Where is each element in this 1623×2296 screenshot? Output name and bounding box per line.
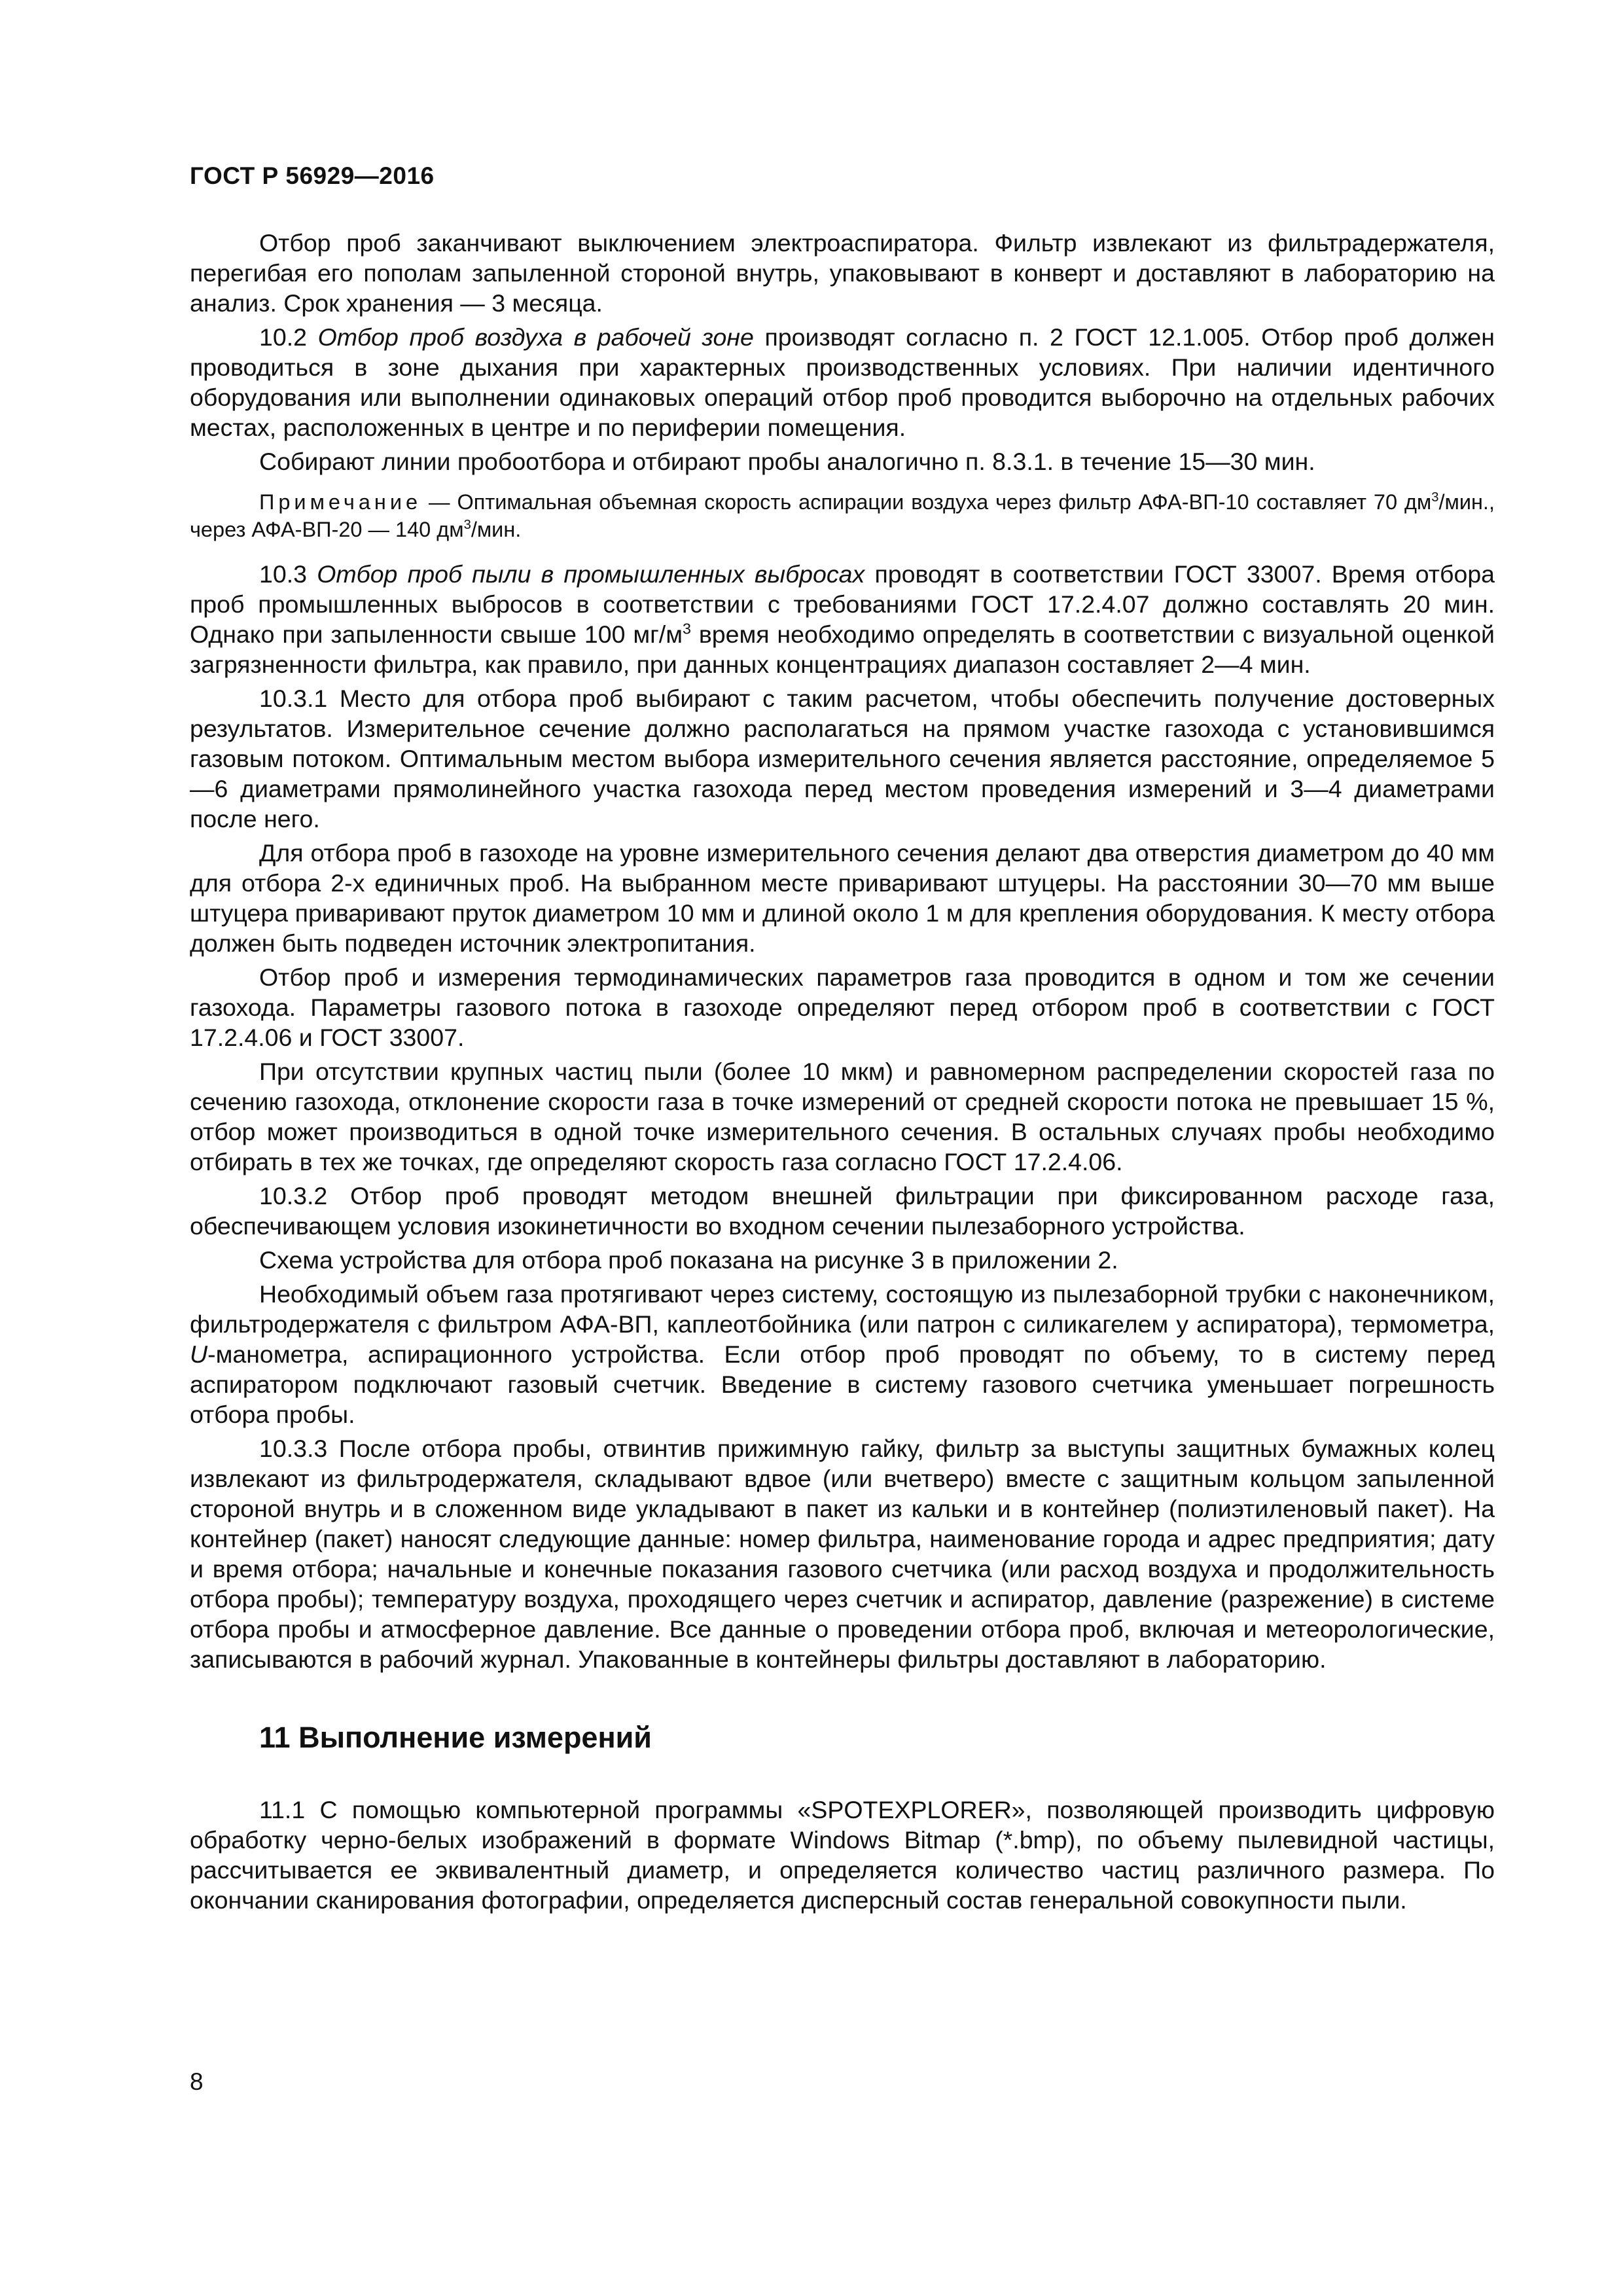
superscript: 3 bbox=[1431, 490, 1439, 505]
note-text: /мин., через АФА-ВП-20 — 140 дм bbox=[190, 490, 1495, 541]
document-body bbox=[190, 228, 1495, 1919]
paragraph-text: производят согласно п. 2 ГОСТ 12.1.005. Отбор проб должен проводиться в зоне дыхания при характерных производственных условиях. При наличии идентичного оборудования или выполнении одинаковых операций отбор проб проводится выборочно на отдельных рабочих местах, расположенных в центре и по периферии помещения. bbox=[190, 323, 1495, 441]
note bbox=[190, 488, 1495, 543]
paragraph-10-3 bbox=[190, 559, 1495, 679]
paragraph-scheme: Схема устройства для отбора проб показана на рисунке 3 в приложении 2. bbox=[259, 1246, 1118, 1274]
page-number: 8 bbox=[190, 2068, 204, 2095]
paragraph-gas-volume bbox=[190, 1279, 1495, 1429]
paragraph-sampling-lines: Собирают линии пробоотбора и отбирают пробы аналогично п. 8.3.1. в течение 15—30 мин. bbox=[259, 448, 1315, 475]
paragraph-text: проводят в соответствии ГОСТ 33007. Время отбора проб промышленных выбросов в соответствии с требованиями ГОСТ 17.2.4.07 должно составлять 20 мин. Однако при запыленности свыше 100 мг/м bbox=[190, 560, 1495, 648]
paragraph-text: -манометра, аспирационного устройства. Если отбор проб проводят по объему, то в систему перед аспиратором подключают газовый счетчик. Введение в систему газового счетчика уменьшает погрешность отбора пробы. bbox=[190, 1340, 1495, 1428]
clause-heading-italic: Отбор проб пыли в промышленных выбросах bbox=[317, 560, 865, 588]
clause-number: 10.2 bbox=[259, 323, 307, 351]
paragraph-particles: При отсутствии крупных частиц пыли (более 10 мкм) и равномерном распределении скоростей газа по сечению газохода, отклонение скорости газа в точке измерений от средней скорости потока не превышает 15 %, отбор может производиться в одной точке измерительного сечения. В остальных случаях пробы необходимо отбирать в тех же точках, где определяют скорость газа согласно ГОСТ 17.2.4.06. bbox=[190, 1058, 1495, 1175]
clause-number: 10.3 bbox=[259, 560, 307, 588]
paragraph-10-3-3: 10.3.3 После отбора пробы, отвинтив прижимную гайку, фильтр за выступы защитных бумажных колец извлекают из фильтродержателя, складывают вдвое (или вчетверо) вместе с защитным кольцом запыленной стороной внутрь и в сложенном виде укладывают в пакет из кальки и в контейнер (полиэтиленовый пакет). На контейнер (пакет) наносят следующие данные: номер фильтра, наименование города и адрес предприятия; дату и время отбора; начальные и конечные показания газового счетчика (или расход воздуха и продолжительность отбора пробы); температуру воздуха, проходящего через счетчик и аспиратор, давление (разрежение) в системе отбора пробы и атмосферное давление. Все данные о проведении отбора проб, включая и метеорологические, записываются в рабочий журнал. Упакованные в контейнеры фильтры доставляют в лабораторию. bbox=[190, 1435, 1495, 1673]
paragraph-10-3-1: 10.3.1 Место для отбора проб выбирают с таким расчетом, чтобы обеспечить получение достоверных результатов. Измерительное сечение должно располагаться на прямом участке газохода с установившимся газовым потоком. Оптимальным местом выбора измерительного сечения является расстояние, определяемое 5—6 диаметрами прямолинейного участка газохода перед местом проведения измерений и 3—4 диаметрами после него. bbox=[190, 685, 1495, 833]
paragraph-11-1: 11.1 С помощью компьютерной программы «SPOTEXPLORER», позволяющей производить цифровую обработку черно-белых изображений в формате Windows Bitmap (*.bmp), по объему пылевидной частицы, рассчитывается ее эквивалентный диаметр, и определяется количество частиц различного размера. По окончании сканирования фотографии, определяется дисперсный состав генеральной совокупности пыли. bbox=[190, 1796, 1495, 1914]
note-text: — Оптимальная объемная скорость аспирации воздуха через фильтр АФА-ВП-10 составляет 70 дм bbox=[429, 490, 1432, 514]
italic-symbol: U bbox=[190, 1340, 208, 1368]
note-label: Примечание bbox=[259, 490, 422, 514]
paragraph-text: время необходимо определять в соответствии с визуальной оценкой загрязненности фильтра, как правило, при данных концентрациях диапазон составляет 2—4 мин. bbox=[190, 620, 1495, 678]
paragraph-thermodynamic: Отбор проб и измерения термодинамических параметров газа проводится в одном и том же сечении газохода. Параметры газового потока в газоходе определяют перед отбором проб в соответствии с ГОСТ 17.2.4.06 и ГОСТ 33007. bbox=[190, 963, 1495, 1051]
paragraph-text: Необходимый объем газа протягивают через систему, состоящую из пылезаборной трубки с наконечником, фильтродержателя с фильтром АФА-ВП, каплеотбойника (или патрон с силикагелем у аспиратора), термометра, bbox=[190, 1280, 1495, 1338]
paragraph-10-3-2: 10.3.2 Отбор проб проводят методом внешней фильтрации при фиксированном расходе газа, обеспечивающем условия изокинетичности во входном сечении пылезаборного устройства. bbox=[190, 1182, 1495, 1240]
section-title: 11 Выполнение измерений bbox=[259, 1721, 652, 1754]
paragraph-holes: Для отбора проб в газоходе на уровне измерительного сечения делают два отверстия диаметром до 40 мм для отбора 2-х единичных проб. На выбранном месте приваривают штуцеры. На расстоянии 30—70 мм выше штуцера приваривают пруток диаметром 10 мм и длиной около 1 м для крепления оборудования. К месту отбора должен быть подведен источник электропитания. bbox=[190, 839, 1495, 957]
superscript: 3 bbox=[682, 620, 691, 637]
clause-heading-italic: Отбор проб воздуха в рабочей зоне bbox=[317, 323, 754, 351]
paragraph-10-2 bbox=[190, 322, 1495, 442]
paragraph-sampling-end: Отбор проб заканчивают выключением электроаспиратора. Фильтр извлекают из фильтрадержателя, перегибая его пополам запыленной стороной внутрь, упаковывают в конверт и доставляют в лабораторию на анализ. Срок хранения — 3 месяца. bbox=[190, 229, 1495, 317]
superscript: 3 bbox=[463, 518, 471, 533]
document-header: ГОСТ Р 56929—2016 bbox=[190, 162, 435, 189]
note-text: /мин. bbox=[471, 518, 522, 541]
